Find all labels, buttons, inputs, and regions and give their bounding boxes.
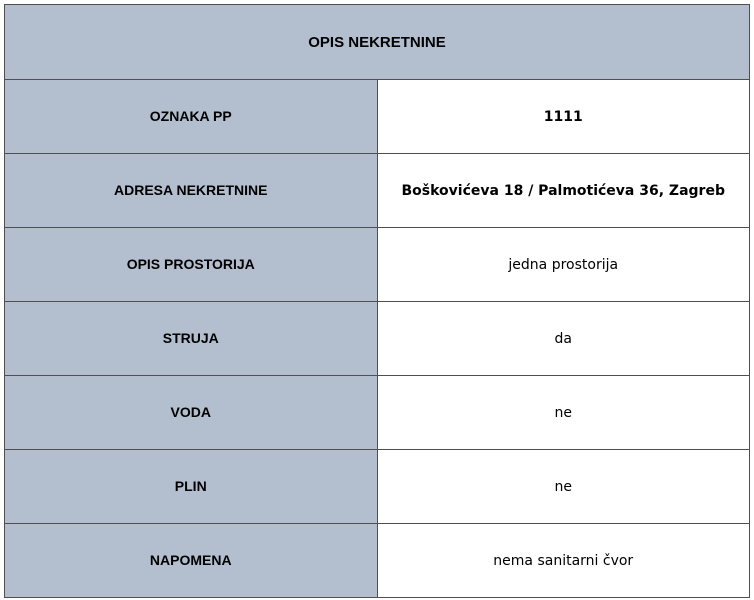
- table-row: [5, 302, 750, 376]
- row-label-oznaka-pp: OZNAKA PP: [5, 80, 378, 154]
- row-value-plin: ne: [377, 450, 750, 524]
- property-description-sheet: [4, 4, 750, 596]
- row-value-napomena: nema sanitarni čvor: [377, 524, 750, 598]
- title-row: [5, 5, 750, 80]
- property-description-table: [4, 4, 750, 598]
- row-value-adresa: Boškovićeva 18 / Palmotićeva 36, Zagreb: [377, 154, 750, 228]
- table-row: [5, 80, 750, 154]
- row-label-plin: PLIN: [5, 450, 378, 524]
- row-label-adresa: ADRESA NEKRETNINE: [5, 154, 378, 228]
- row-value-oznaka-pp: 1111: [377, 80, 750, 154]
- table-title: OPIS NEKRETNINE: [5, 5, 750, 80]
- table-row: [5, 154, 750, 228]
- table-row: [5, 524, 750, 598]
- table-row: [5, 228, 750, 302]
- row-label-napomena: NAPOMENA: [5, 524, 378, 598]
- row-value-voda: ne: [377, 376, 750, 450]
- table-row: [5, 376, 750, 450]
- row-label-struja: STRUJA: [5, 302, 378, 376]
- row-label-voda: VODA: [5, 376, 378, 450]
- row-value-opis-prostorija: jedna prostorija: [377, 228, 750, 302]
- row-label-opis-prostorija: OPIS PROSTORIJA: [5, 228, 378, 302]
- row-value-struja: da: [377, 302, 750, 376]
- table-row: [5, 450, 750, 524]
